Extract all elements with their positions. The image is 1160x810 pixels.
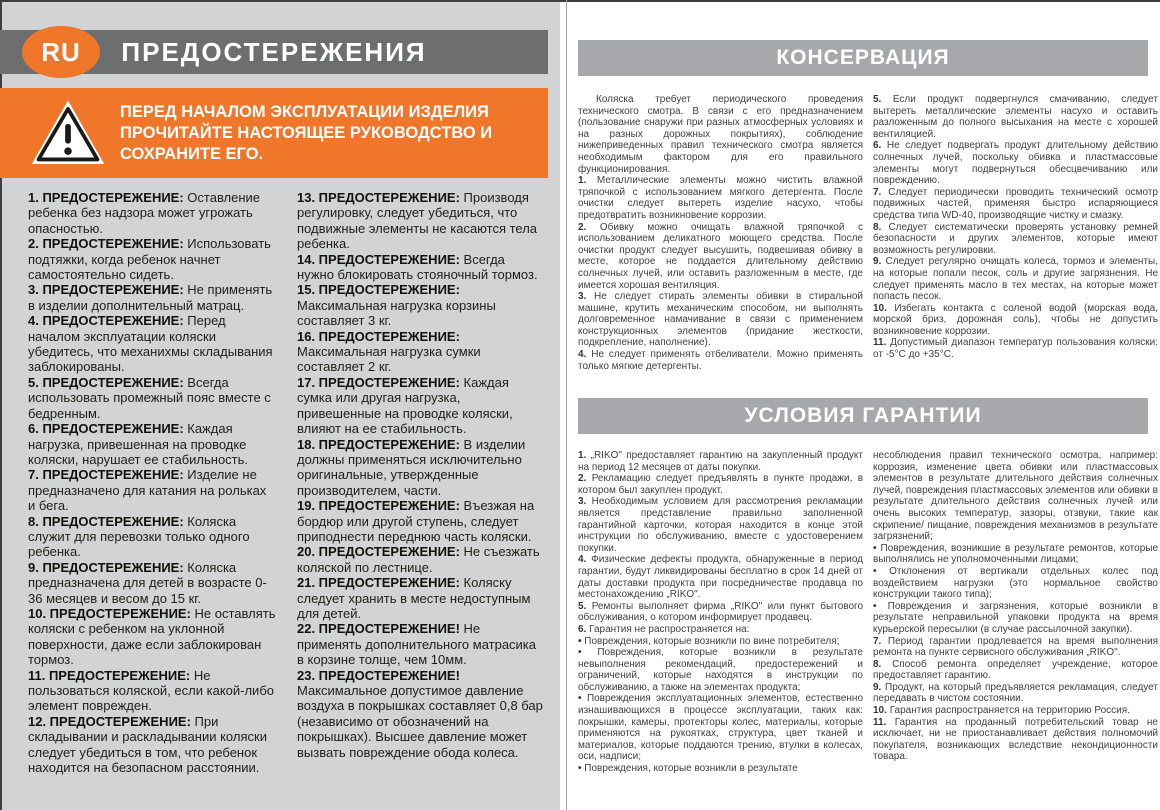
warnings-column-2 — [297, 190, 545, 775]
warranty-item: 1. „RIKO" предоставляет гарантию на закупленный продукт на период 12 месяцев от даты покупки. — [578, 450, 863, 473]
warning-item: 10. ПРЕДОСТЕРЕЖЕНИЕ: Не оставлять коляски с ребенком на уклонной поверхности, даже если заблокирован тормоз. — [28, 605, 276, 668]
warranty-section — [578, 450, 1158, 775]
maintenance-title: КОНСЕРВАЦИЯ — [776, 46, 950, 69]
warning-item: 20. ПРЕДОСТЕРЕЖЕНИЕ: Не съезжать коляской по лестнице. — [297, 544, 540, 575]
maintenance-item: 4. Не следует применять отбеливатели. Можно применять только мягкие детергенты. — [578, 349, 863, 372]
warranty-item: • Повреждения, возникшие в результате ремонтов, которые выполнялись не уполномоченными лицами; — [873, 542, 1159, 566]
maintenance-item: 2. Обивку можно очищать влажной тряпочкой с использованием деликатного моющего средства. После очистки продукт следует высушить, подвешивая обивку в месте, которое не поддается длительному действию солнечных лучей, или оставить разложенным в месте, где имеется хорошая вентиляция. — [578, 221, 863, 291]
warning-item: 21. ПРЕДОСТЕРЕЖЕНИЕ: Коляску следует хранить в месте недоступным для детей. — [297, 575, 531, 621]
warranty-item: 4. Физические дефекты продукта, обнаруженные в период гарантии, будут ликвидированы бесплатно в срок 14 дней от даты доставки продукта при посредничестве продавца по местонахождению „RIKO". — [578, 554, 863, 601]
warning-item: 14. ПРЕДОСТЕРЕЖЕНИЕ: Всегда нужно блокировать стояночный тормоз. — [297, 251, 538, 283]
warning-item: 4. ПРЕДОСТЕРЕЖЕНИЕ: Перед началом эксплуатации коляски убедитесь, что механихмы складывания заблокированы. — [28, 313, 273, 375]
warning-item: 6. ПРЕДОСТЕРЕЖЕНИЕ: Каждая нагрузка, привешенная на проводке коляски, нарушает ее стабильность. — [28, 421, 249, 467]
warning-item: 22. ПРЕДОСТЕРЕЖЕНИЕ! Не применять дополнительного матрасика в корзине толще, чем 10мм. — [297, 621, 537, 668]
warranty-item: • Повреждения и загрязнения, которые возникли в результате неправильной упаковки продукта на время курьерской пересылки (в случае рассылочной закупки). — [873, 600, 1158, 635]
warranty-item: 7. Период гарантии продлевается на время выполнения ремонта на пункте сервисного обслуживания „RIKO". — [873, 635, 1158, 659]
warranty-item: 11. Гарантия на проданный потребительский товар не исключает, ни не приостанавливает действия полномочий покупателя, возникающих вследствие некондиционности товара. — [873, 716, 1158, 763]
maintenance-section — [578, 94, 1158, 372]
warranty-item: • Отклонения от вертикали отдельных колес под воздействием нагрузки (это нормальное свойство конструкции такого типа); — [873, 565, 1158, 601]
warranty-item: • Повреждения, которые возникли по вине потребителя; — [578, 635, 840, 647]
maintenance-item: 8. Следует систематически проверять установку ремней безопасности и других элементов, которые имеют возможность регулировки. — [873, 221, 1158, 256]
warning-item: 13. ПРЕДОСТЕРЕЖЕНИЕ: Производя регулировку, следует убедиться, что подвижные элементы не касаются тела ребенка. — [297, 190, 538, 252]
maintenance-item: Коляска требует периодического проведения технического смотра. В связи с его предназначением (пользование снаружи при разных атмосферных условиях и на разных дорожных покрытиях), соблюдение нижеприведенных правил технического смотра является необходимым фактором для его правильного функционирования. — [578, 94, 863, 175]
warranty-item: 6. Гарантия не распространяется на: — [578, 623, 750, 635]
warning-item: 16. ПРЕДОСТЕРЕЖЕНИЕ: Максимальная нагрузка сумки составляет 2 кг. — [297, 328, 481, 375]
warnings-column-1 — [28, 190, 276, 775]
warning-item: 18. ПРЕДОСТЕРЕЖЕНИЕ: В изделии должны применяться исключительно оригинальные, утвержденные производителем, части. — [297, 436, 526, 498]
warranty-item: 3. Необходимым условием для рассмотрения рекламации является представление правильно заполненной гарантийной карточки, которая находится в конце этой инструкции по обслуживанию, вместе с удостоверением покупки. — [578, 496, 864, 554]
maintenance-item: 10. Избегать контакта с соленой водой (морская вода, морской бриз, дорожная соль), чтобы не допустить возникновение коррозии. — [873, 302, 1158, 337]
maintenance-item: 9. Следует регулярно очищать колеса, тормоз и элементы, на которые попали песок, соль и другие загрязнения. Не следует применять масло в тех местах, на которые может попасть песок. — [873, 256, 1158, 303]
warranty-item: 9. Продукт, на который предъявляется рекламация, следует передавать в чистом состоянии. — [873, 681, 1158, 705]
warranty-item: 8. Способ ремонта определяет учреждение, которое предоставляет гарантию. — [873, 658, 1158, 682]
warranty-item: 5. Ремонты выполняет фирма „RIKO" или пункт бытового обслуживания, о котором информирует продавец. — [578, 600, 864, 624]
warning-item: 5. ПРЕДОСТЕРЕЖЕНИЕ: Всегда использовать промежный пояс вместе с бедренным. — [28, 374, 271, 421]
warranty-item: • Повреждения, которые возникли в результате — [578, 763, 798, 775]
warnings-list — [28, 190, 546, 775]
warranty-header-bar — [578, 398, 1148, 434]
maintenance-header-bar — [578, 40, 1148, 76]
warning-item: 1. ПРЕДОСТЕРЕЖЕНИЕ: Оставление ребенка без надзора может угрожать опасностью. — [28, 190, 261, 236]
warnings-header-bar — [0, 30, 548, 74]
warning-triangle-icon — [30, 99, 106, 167]
maintenance-item: 3. Не следует стирать элементы обивки в стиральной машине, крутить механическим способом, ни выполнять долговременное намачивание в связи с применением конструкционных элементов (придание жесткости, подкрепление, наполнение). — [578, 291, 863, 349]
page-top-edge — [0, 0, 1160, 2]
warning-item: 15. ПРЕДОСТЕРЕЖЕНИЕ: Максимальная нагрузка корзины составляет 3 кг. — [297, 282, 496, 329]
maintenance-column-1 — [578, 94, 863, 372]
maintenance-item: 1. Металлические элементы можно чистить влажной тряпочкой с использованием мягкого детергента. После очистки следует вытереть изделие насухо, чтобы предотвратить возникновение коррозии. — [578, 175, 863, 221]
warranty-title: УСЛОВИЯ ГАРАНТИИ — [744, 404, 982, 427]
warranty-item: несоблюдения правил технического осмотра, например: коррозия, изменение цвета обивки или пластмассовых элементов в результате длительного действия солнечных лучей, повреждения пластмассовых элементов или обивки в результате длительного действия солнечных лучей или очень высоких температур, зазоры, отзвуки, такие как скрипение/ пищание, повреждения механизмов в результате загрязнений; — [873, 450, 1158, 543]
warning-item: 12. ПРЕДОСТЕРЕЖЕНИЕ: При складывании и раскладывании коляски следует убедиться в том, что ребенок находится на безопасном расстоянии. — [28, 713, 267, 776]
warning-item: 2. ПРЕДОСТЕРЕЖЕНИЕ: Использовать подтяжки, когда ребенок начнет самостоятельно сидеть. — [28, 236, 271, 283]
warning-item: 3. ПРЕДОСТЕРЕЖЕНИЕ: Не применять в изделии дополнительный матрац. — [28, 282, 273, 313]
warranty-item: • Повреждения, которые возникли в результате невыполнения рекомендаций, предостережений и ограничений, которые находятся в инструкции по обслуживанию, а также на элементах продукта; — [578, 647, 863, 693]
warning-item: 17. ПРЕДОСТЕРЕЖЕНИЕ: Каждая сумка или другая нагрузка, привешенные на проводке коляски, влияют на ее стабильность. — [297, 374, 513, 437]
maintenance-item: 7. Следует периодически проводить технический осмотр подвижных частей, применяя быстро испаряющиеся средства типа WD-40, производящие чистку и смазку. — [873, 186, 1158, 221]
warranty-item: • Повреждения эксплуатационных элементов, естественно изнашивающихся в процессе эксплуатации, таких как: покрышки, камеры, протекторы колес, материалы, которые применяются на рукоятках, структура, цвет тканей и материалов, которые поддаются трению, втулки в колесах, оси, надписи; — [578, 693, 864, 763]
maintenance-item: 5. Если продукт подвергнулся смачиванию, следует вытереть металлические элементы насухо и оставить разложенным до полного высыхания на месте с хорошей вентиляцией. — [873, 94, 1158, 140]
maintenance-column-2 — [873, 94, 1158, 372]
column-divider — [566, 0, 567, 810]
notice-text: ПЕРЕД НАЧАЛОМ ЭКСПЛУАТАЦИИ ИЗДЕЛИЯ ПРОЧИТАЙТЕ НАСТОЯЩЕЕ РУКОВОДСТВО И СОХРАНИТЕ ЕГО. — [120, 102, 493, 163]
warranty-column-2 — [873, 450, 1158, 775]
read-manual-notice — [0, 88, 548, 178]
maintenance-item: 11. Допустимый диапазон температур пользования коляски: от -5°С до +35°С. — [873, 337, 1158, 361]
language-badge: RU — [22, 26, 100, 78]
warranty-column-1 — [578, 450, 863, 775]
warranty-item: 2. Рекламацию следует предъявлять в пункте продажи, в котором был закуплен продукт. — [578, 473, 864, 496]
warnings-title: ПРЕДОСТЕРЕЖЕНИЯ — [121, 36, 427, 67]
warning-item: 19. ПРЕДОСТЕРЕЖЕНИЕ: Въезжая на бордюр или другой ступень, следует приподнести переднюю часть коляски. — [297, 498, 535, 544]
warning-item: 8. ПРЕДОСТЕРЕЖЕНИЕ: Коляска служит для перевозки только одного ребенка. — [28, 513, 250, 560]
maintenance-item: 6. Не следует подвергать продукт длительному действию солнечных лучей, поскольку обивка и пластмассовые элементы могут подвернуться обесцвечиванию или повреждению. — [873, 140, 1159, 187]
warning-item: 9. ПРЕДОСТЕРЕЖЕНИЕ: Коляска предназначена для детей в возрасте 0-36 месяцев и весом до 15 кг. — [28, 559, 267, 606]
warning-item: 7. ПРЕДОСТЕРЕЖЕНИЕ: Изделие не предназначено для катания на рольках и бега. — [28, 467, 267, 514]
warning-item: 11. ПРЕДОСТЕРЕЖЕНИЕ: Не пользоваться коляской, если какой-либо элемент поврежден. — [28, 667, 274, 714]
warranty-item: 10. Гарантия распространяется на территорию Россия. — [873, 705, 1130, 717]
warning-item: 23. ПРЕДОСТЕРЕЖЕНИЕ! Максимальное допустимое давление воздуха в покрышках составляет 0,8 бар (независимо от обозначений на покрышках). Высшее давление может вызвать повреждение обода колеса. — [297, 667, 543, 760]
